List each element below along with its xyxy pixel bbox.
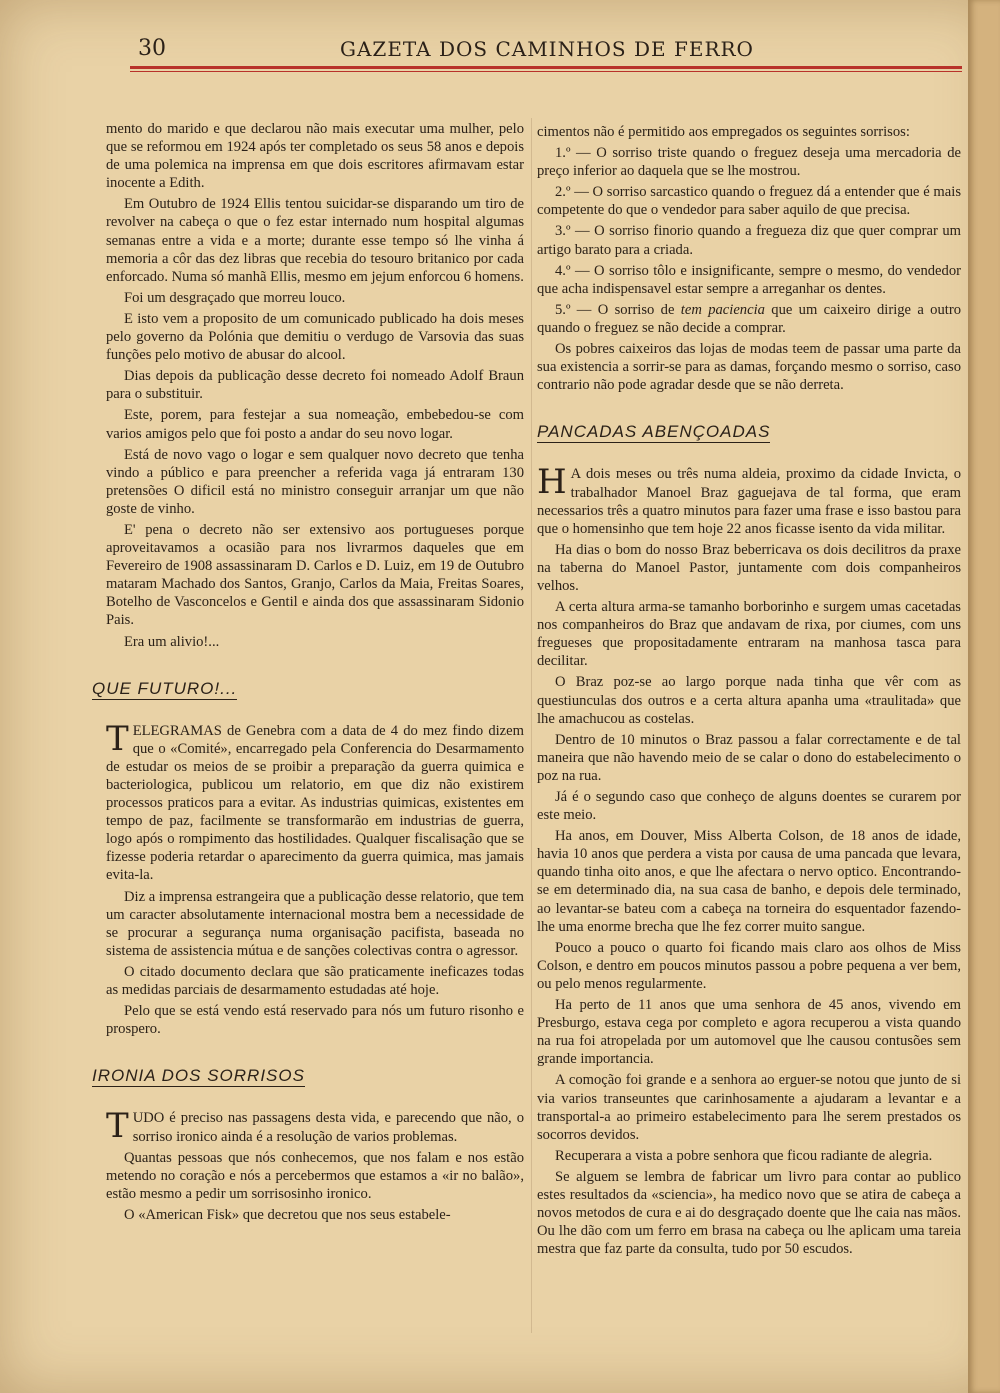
section-heading-ironia-dos-sorrisos: IRONIA DOS SORRISOS [92, 1067, 305, 1087]
page-number: 30 [138, 36, 166, 61]
paragraph: O «American Fisk» que decretou que nos seus estabele- [124, 1206, 451, 1223]
paragraph-text: ELEGRAMAS de Genebra com a data de 4 do mez findo dizem que o «Comité», encarregado pela Conferencia do Desarmamento de estudar os meios de se proibir a preparação da guerra quimica e bacteriologica, publicou um relatorio, em que diz não existirem processos praticos para a evitar. As industrias quimicas, existentes em tempo de paz, facilmente se transformarão em industrias de guerra, logo após o rompimento das hostilidades. Qualquer fiscalisação que se fizesse poderia retardar o aparecimento da guerra quimica, mas jamais evita-la. [106, 722, 524, 884]
paragraph: O citado documento declara que são praticamente ineficazes todas as medidas parciais de desarmamento estudadas até hoje. [106, 963, 524, 999]
paragraph [106, 1106, 524, 1147]
paragraph: Está de novo vago o logar e sem qualquer novo decreto que tenha vindo a público e para preencher a referida vaga já entraram 130 pretensões O dificil está no ministro conseguir arranjar um que não goste de vinho. [106, 446, 524, 517]
paragraph: mento do marido e que declarou não mais executar uma mulher, pelo que se reformou em 1924 após ter completado os seus 58 anos e depois de uma polemica na imprensa em que dois escritores afirmavam estar inocente a Edith. [106, 121, 524, 192]
drop-cap: H [537, 462, 567, 503]
paragraph-text: UDO é preciso nas passagens desta vida, e parecendo que não, o sorriso ironico ainda é a resolução de varios problemas. [132, 1110, 524, 1145]
list-item [537, 301, 961, 337]
paragraph: Diz a imprensa estrangeira que a publicação desse relatorio, que tem um caracter absolutamente internacional mostra bem a necessidade de se procurar a segurança numa organisação pacifista, baseada no sistema de assistencia mútua e de sanções colectivas contra o agressor. [106, 888, 524, 959]
paragraph: Era um alivio!... [124, 633, 220, 650]
paragraph: Já é o segundo caso que conheço de alguns doentes se curarem por este meio. [537, 789, 961, 824]
paragraph [537, 462, 961, 537]
paragraph: Dias depois da publicação desse decreto foi nomeado Adolf Braun para o substituir. [106, 368, 524, 403]
paragraph: A comoção foi grande e a senhora ao erguer-se notou que junto de si via varios transeuntes que carinhosamente a ajudaram a levantar e a transportal-a ao primeiro estabelecimento para lhe serem prestados os socorros devidos. [537, 1072, 961, 1143]
paragraph: Recuperara a vista a pobre senhora que ficou radiante de alegria. [555, 1147, 933, 1164]
list-item: 4.º — O sorriso tôlo e insignificante, sempre o mesmo, do vendedor que acha indispensavel estar sempre a arreganhar os dentes. [537, 262, 961, 297]
list-item-text: que um caixeiro dirige a outro quando o freguez se não decide a comprar. [537, 301, 961, 336]
paragraph: Os pobres caixeiros das lojas de modas teem de passar uma parte da sua existencia a sorrir-se para as damas, forçando mesmo o sorriso, caso contrario não pode agradar desde que se não derreta. [537, 341, 961, 394]
paragraph: Ha perto de 11 anos que uma senhora de 45 anos, vivendo em Presburgo, estava cega por completo e agora recuperou a vista quando na rua foi atropelada por um automovel que lhe causou contusões sem grande importancia. [537, 997, 961, 1068]
list-item: 2.º — O sorriso sarcastico quando o freguez dá a entender que é mais competente do que o vendedor para saber aquilo de que precisa. [537, 184, 961, 219]
paragraph: Ha dias o bom do nosso Braz beberricava os dois decilitros da praxe na taberna do Manoel Pastor, juntamente com dois companheiros velhos. [537, 541, 961, 594]
paragraph: Se alguem se lembra de fabricar um livro para contar ao publico estes resultados da «sciencia», ha medico novo que se atira de cabeça a novos metodos de cura e ai do desgraçado doente que lhe caia nas mãos. Ou lhe dão com um ferro em brasa na cabeça ou lhe aplicam uma tareia mestra que faz parte da consulta, tudo por 50 escudos. [537, 1168, 961, 1258]
drop-cap: T [106, 1106, 129, 1147]
paragraph: A certa altura arma-se tamanho borborinho e surgem umas cacetadas nos companheiros do Braz que andavam de rixa, por ciumes, com uns fregueses que propositadamente entraram na manhosa tasca para decilitar. [537, 599, 961, 670]
paragraph: E' pena o decreto não ser extensivo aos portugueses porque aproveitavamos a ocasião para nos livrarmos daqueles que em Fevereiro de 1908 assassinaram D. Carlos e D. Luiz, em 19 de Outubro mataram Machado dos Santos, Granjo, Carlos da Maia, Freitas Soares, Botelho de Vasconcelos e Gentil e ainda dos que assassinaram Sidonio Pais. [106, 521, 524, 629]
paragraph: Quantas pessoas que nós conhecemos, que nos falam e nos estão metendo no coração e nós a percebermos que estamos a «ir no balão», estão mesmo a pedir um sorrisosinho ironico. [106, 1149, 524, 1202]
list-item: 1.º — O sorriso triste quando o freguez deseja uma mercadoria de preço inferior ao daquela que se lhe mostrou. [537, 145, 961, 180]
right-column [537, 123, 961, 1261]
paragraph: Pelo que se está vendo está reservado para nós um futuro risonho e prospero. [106, 1003, 524, 1038]
paragraph: Dentro de 10 minutos o Braz passou a falar correctamente e de tal maneira que não havendo meio de se calar o dono do estabelecimento o poz na rua. [537, 731, 961, 784]
paragraph: E isto vem a proposito de um comunicado publicado ha dois meses pelo governo da Polónia que demitiu o verdugo de Varsovia das suas funções pelo motivo de abusar do alcool. [106, 310, 524, 364]
paragraph: Ha anos, em Douver, Miss Alberta Colson, de 18 anos de idade, havia 10 anos que perdera a vista por causa de uma pancada que levara, quando tinha oito anos, e que lhe afectara o nervo optico. Encontrando-se em determinado dia, na sua casa de banho, e depois dele terminado, ao levantar-se bateu com a cabeça na torneira do esquentador fazendo-lhe uma enorme brecha que lhe fez correr muito sangue. [537, 828, 961, 935]
paragraph: Este, porem, para festejar a sua nomeação, embebedou-se com varios amigos pelo que foi posto a andar do seu novo logar. [106, 407, 524, 442]
section-heading-que-futuro: QUE FUTURO!... [92, 680, 237, 700]
paragraph: cimentos não é permitido aos empregados os seguintes sorrisos: [537, 124, 910, 140]
header-rule [130, 66, 962, 69]
column-divider [531, 118, 532, 1333]
paragraph: O Braz poz-se ao largo porque nada tinha que vêr com as questiunculas dos outros e a certa altura apanha uma «traulitada» que lhe amachucou as costelas. [537, 674, 961, 727]
paragraph: Pouco a pouco o quarto foi ficando mais claro aos olhos de Miss Colson, e dentro em poucos minutos passou a pobre pequena a ver bem, ou pelo menos regularmente. [537, 939, 961, 992]
paragraph: Foi um desgraçado que morreu louco. [124, 289, 346, 306]
drop-cap: T [106, 718, 129, 759]
list-item-text: 5.º — O sorriso de [555, 301, 681, 318]
paragraph [106, 718, 524, 885]
header-rule-thin [130, 71, 962, 72]
italic-phrase: tem paciencia [680, 301, 765, 318]
left-column [92, 120, 524, 1227]
page-header [130, 34, 960, 64]
paragraph-text: A dois meses ou três numa aldeia, proximo da cidade Invicta, o trabalhador Manoel Braz gaguejava de tal forma, que eram necessarios três a quatro minutos para fazer uma frase e isso bastou para que o homensinho que tem hoje 22 anos ficasse isento da vida militar. [537, 466, 961, 537]
page-edge [968, 0, 1000, 1393]
paragraph: Em Outubro de 1924 Ellis tentou suicidar-se disparando um tiro de revolver na cabeça o que o fez estar internado num hospital algumas semanas entre a vida e a morte; durante esse tempo só lhe vinha á memoria a côr das dez libras que recebia do tesouro britanico por cada enforcado. Numa só manhã Ellis, mesmo em jejum enforcou 6 homens. [106, 196, 524, 285]
section-heading-pancadas-abencoadas: PANCADAS ABENÇOADAS [537, 423, 770, 443]
publication-title: GAZETA DOS CAMINHOS DE FERRO [340, 37, 754, 61]
list-item: 3.º — O sorriso finorio quando a fregueza diz que quer comprar um artigo barato para a criada. [537, 223, 961, 258]
